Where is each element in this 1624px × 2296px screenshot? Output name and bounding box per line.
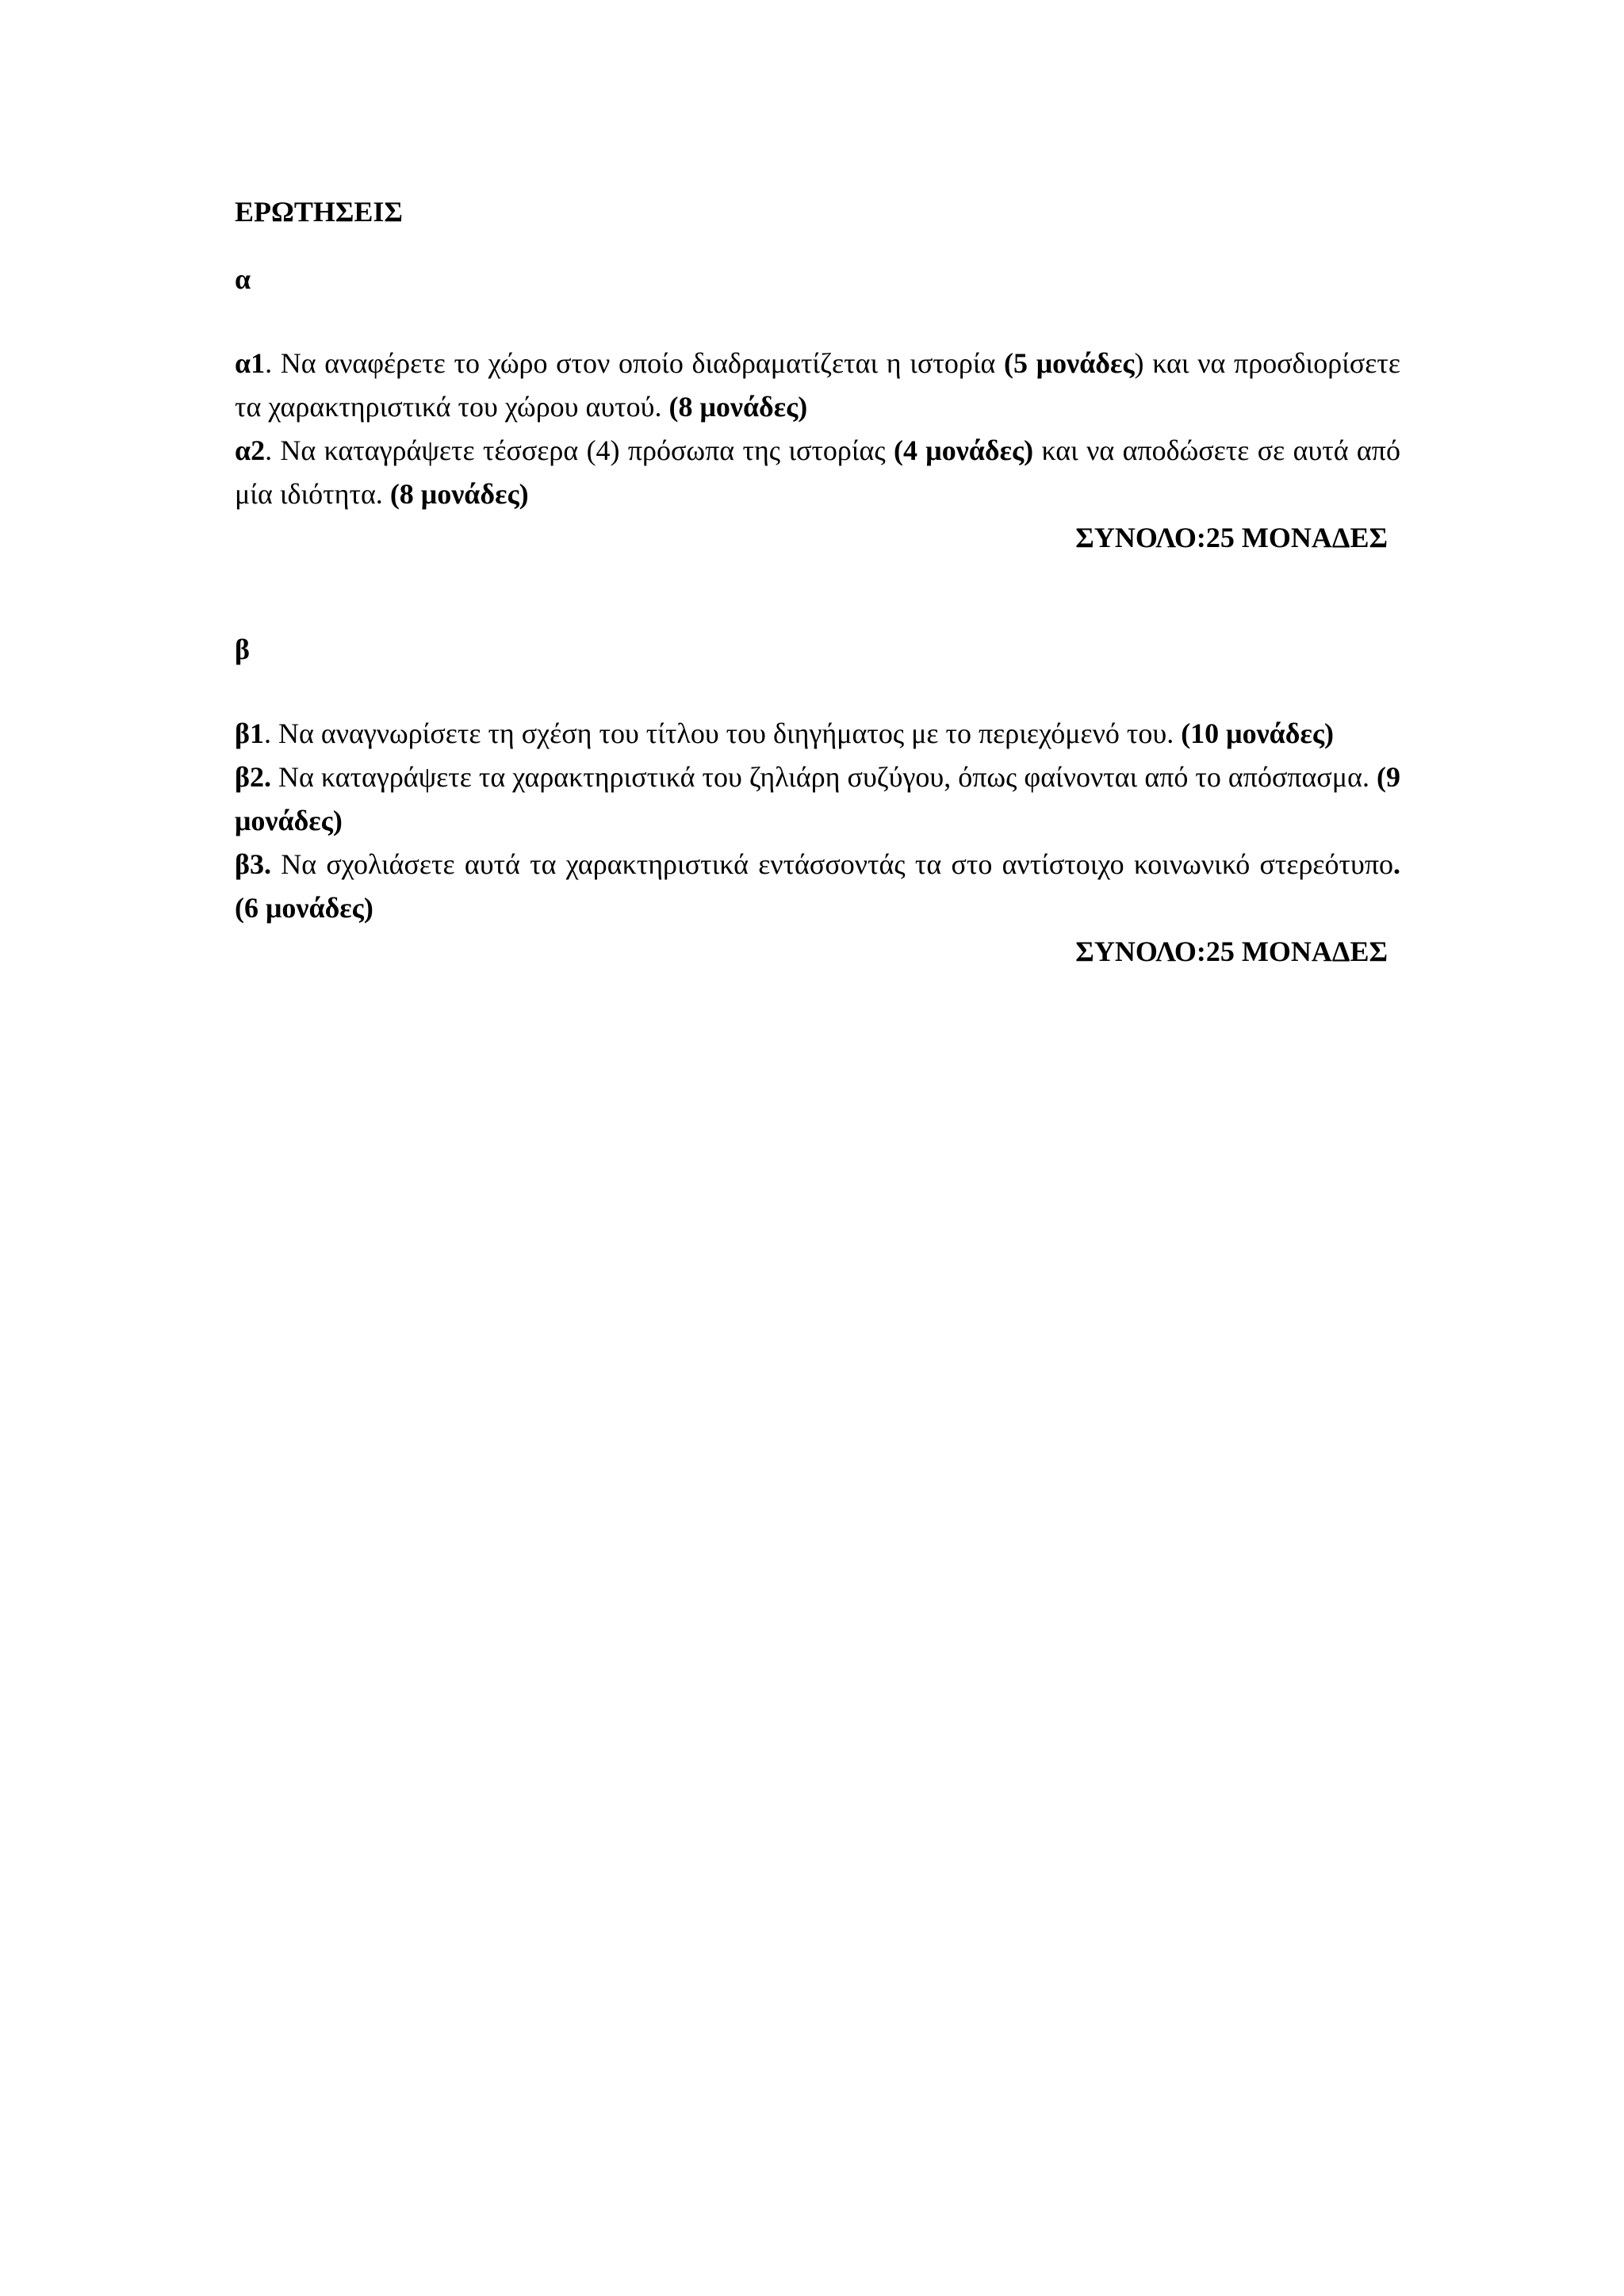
question-a1 xyxy=(235,342,1400,429)
question-text: και να αποδώσετε σε αυτά από μία ιδιότητα. xyxy=(235,434,1400,510)
spacer xyxy=(235,301,1400,342)
points: (4 μονάδες) xyxy=(894,434,1034,466)
spacer xyxy=(235,672,1400,712)
page-title: ΕΡΩΤΗΣΕΙΣ xyxy=(235,196,403,228)
question-label: α2 xyxy=(235,434,266,466)
points: (8 μονάδες) xyxy=(389,478,529,510)
question-text: . Να αναφέρετε το χώρο στον οποίο διαδραματίζεται η ιστορία xyxy=(265,347,1005,379)
question-label: α1 xyxy=(235,347,266,379)
question-text: και να προσδιορίσετε τα χαρακτηριστικά του χώρου αυτού. xyxy=(235,347,1401,423)
question-b3 xyxy=(235,843,1400,930)
question-label: β2. xyxy=(235,761,271,793)
question-text: Να σχολιάσετε αυτά τα χαρακτηριστικά εντάσσοντάς τα στο αντίστοιχο κοινωνικό στερεότυπο xyxy=(270,848,1393,880)
document-page xyxy=(235,190,1400,974)
points: 5 μονάδες xyxy=(1013,347,1135,379)
question-text: Να καταγράψετε τα χαρακτηριστικά του ζηλιάρη συζύγου, όπως φαίνονται από το απόσπασμα. xyxy=(270,761,1377,793)
question-label: β3. xyxy=(235,848,271,880)
points-close: ) xyxy=(1134,347,1144,379)
spacer xyxy=(235,560,1400,628)
points: (10 μονάδες) xyxy=(1181,718,1335,749)
question-b2 xyxy=(235,756,1400,843)
question-text: . Να αναγνωρίσετε τη σχέση του τίτλου του διηγήματος με το περιεχόμενό του. xyxy=(263,718,1182,749)
question-a2 xyxy=(235,429,1400,516)
points: (8 μονάδες) xyxy=(668,391,808,423)
points: . (6 μονάδες) xyxy=(235,848,1400,924)
question-text: . Να καταγράψετε τέσσερα (4) πρόσωπα της ιστορίας xyxy=(265,434,894,466)
section-total: ΣΥΝΟΛΟ:25 ΜΟΝΑΔΕΣ xyxy=(1075,936,1388,967)
points-open: ( xyxy=(1004,347,1014,379)
question-label: β1 xyxy=(235,718,264,749)
question-b1 xyxy=(235,712,1400,756)
points: (9 μονάδες) xyxy=(235,761,1400,836)
section-total: ΣΥΝΟΛΟ:25 ΜΟΝΑΔΕΣ xyxy=(1075,522,1388,553)
section-letter-a: α xyxy=(235,263,251,295)
section-letter-b: β xyxy=(235,633,250,665)
